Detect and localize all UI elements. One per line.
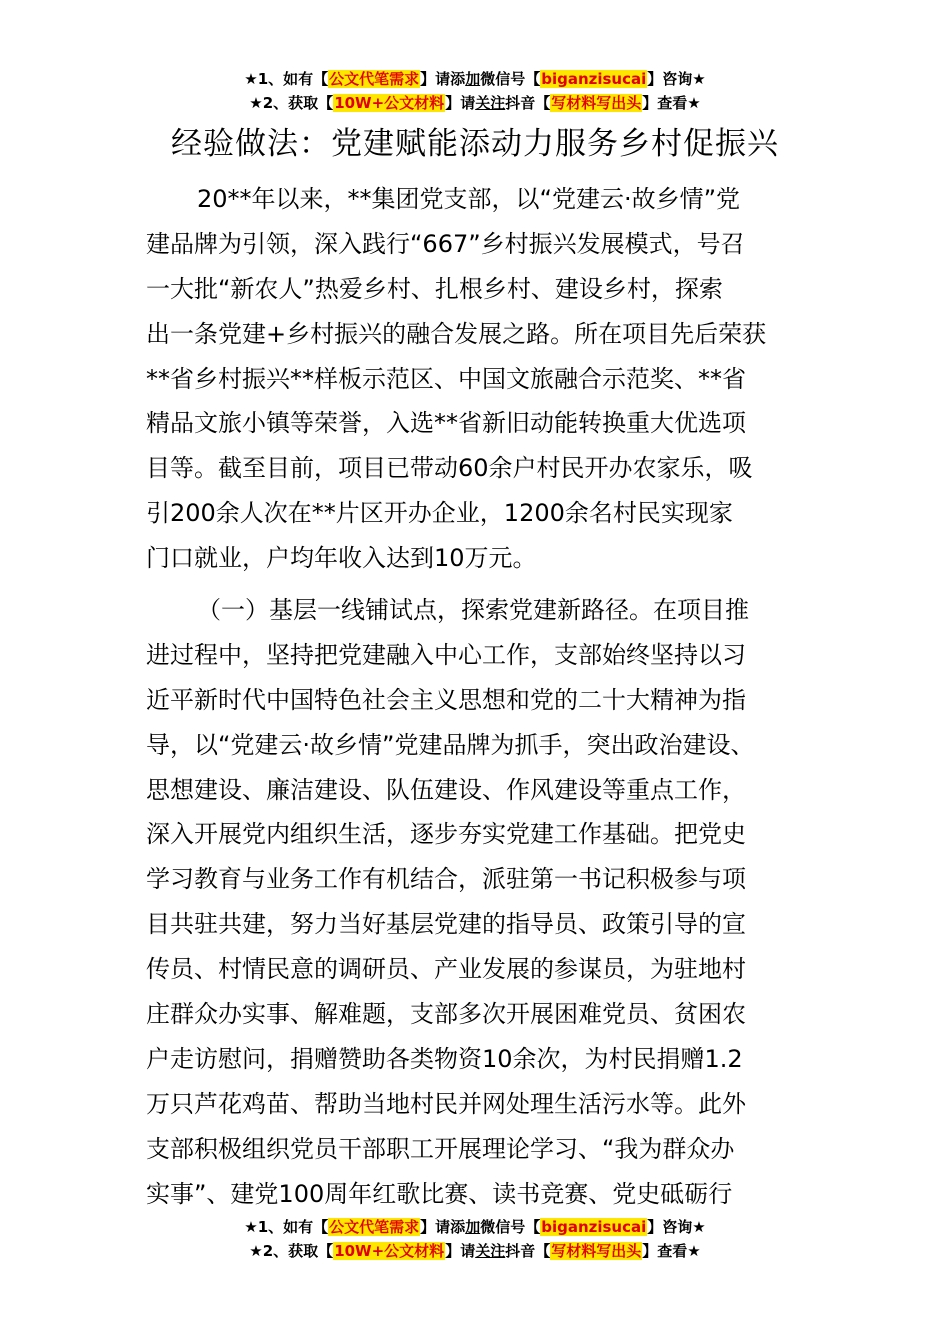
text-line: 庄群众办实事、解难题，支部多次开展困难党员、贫困农	[146, 1000, 746, 1029]
text-line: 支部积极组织党员干部职工开展理论学习、“我为群众办	[146, 1134, 735, 1163]
promo-line-1: ★1、如有【公文代笔需求】请添加微信号【biganzisucai】咨询★	[244, 70, 706, 88]
promo-highlight: 10W+公文材料	[334, 1242, 445, 1260]
text-line: 学习教育与业务工作有机结合，派驻第一书记积极参与项	[146, 865, 746, 894]
text-line: **省乡村振兴**样板示范区、中国文旅融合示范奖、**省	[146, 364, 746, 393]
text-line: 进过程中，坚持把党建融入中心工作，支部始终坚持以习	[146, 640, 746, 669]
text-line: 20**年以来，**集团党支部，以“党建云·故乡情”党	[197, 185, 741, 213]
text-line: 传员、村情民意的调研员、产业发展的参谋员，为驻地村	[146, 955, 746, 984]
text-line: 近平新时代中国特色社会主义思想和党的二十大精神为指	[146, 685, 746, 714]
promo-line-2: ★2、获取【10W+公文材料】请关注抖音【写材料写出头】查看★	[249, 1242, 701, 1260]
top-promo-banner	[0, 68, 950, 116]
text-line: 建品牌为引领，深入践行“667”乡村振兴发展模式，号召	[146, 229, 745, 258]
text-line: 精品文旅小镇等荣誉，入选**省新旧动能转换重大优选项	[146, 409, 746, 438]
promo-highlight: 公文代笔需求	[329, 1218, 420, 1236]
paragraph-intro	[146, 177, 826, 581]
promo-line-2: ★2、获取【10W+公文材料】请关注抖音【写材料写出头】查看★	[249, 94, 701, 112]
text-line: 户走访慰问，捐赠赞助各类物资10余次，为村民捐赠1.2	[146, 1044, 743, 1073]
text-line: 门口就业，户均年收入达到10万元。	[146, 544, 537, 573]
text-line: 深入开展党内组织生活，逐步夯实党建工作基础。把党史	[146, 820, 746, 849]
wechat-id-highlight: biganzisucai	[541, 70, 647, 88]
promo-line-1: ★1、如有【公文代笔需求】请添加微信号【biganzisucai】咨询★	[244, 1218, 706, 1236]
promo-highlight: 公文代笔需求	[329, 70, 420, 88]
douyin-id-highlight: 写材料写出头	[551, 1242, 642, 1260]
text-line: 一大批“新农人”热爱乡村、扎根乡村、建设乡村，探索	[146, 274, 723, 303]
text-line: 导，以“党建云·故乡情”党建品牌为抓手，突出政治建设、	[146, 730, 755, 759]
promo-highlight: 10W+公文材料	[334, 94, 445, 112]
text-line: 目等。截至目前，项目已带动60余户村民开办农家乐，吸	[146, 454, 753, 483]
document-title: 经验做法：党建赋能添动力服务乡村促振兴	[171, 126, 779, 162]
wechat-id-highlight: biganzisucai	[541, 1218, 647, 1236]
text-line: 目共驻共建，努力当好基层党建的指导员、政策引导的宣	[146, 910, 746, 939]
text-line: 实事”、建党100周年红歌比赛、读书竞赛、党史砥砺行	[146, 1179, 733, 1208]
paragraph-section-1	[146, 588, 826, 1216]
text-line: （一）基层一线铺试点，探索党建新路径。在项目推	[197, 596, 749, 624]
text-line: 引200余人次在**片区开办企业，1200余名村民实现家	[146, 499, 733, 528]
text-line: 万只芦花鸡苗、帮助当地村民并网处理生活污水等。此外	[146, 1089, 746, 1118]
bottom-promo-banner	[0, 1216, 950, 1264]
text-line: 思想建设、廉洁建设、队伍建设、作风建设等重点工作，	[146, 775, 746, 804]
text-line: 出一条党建+乡村振兴的融合发展之路。所在项目先后荣获	[146, 319, 767, 348]
douyin-id-highlight: 写材料写出头	[551, 94, 642, 112]
